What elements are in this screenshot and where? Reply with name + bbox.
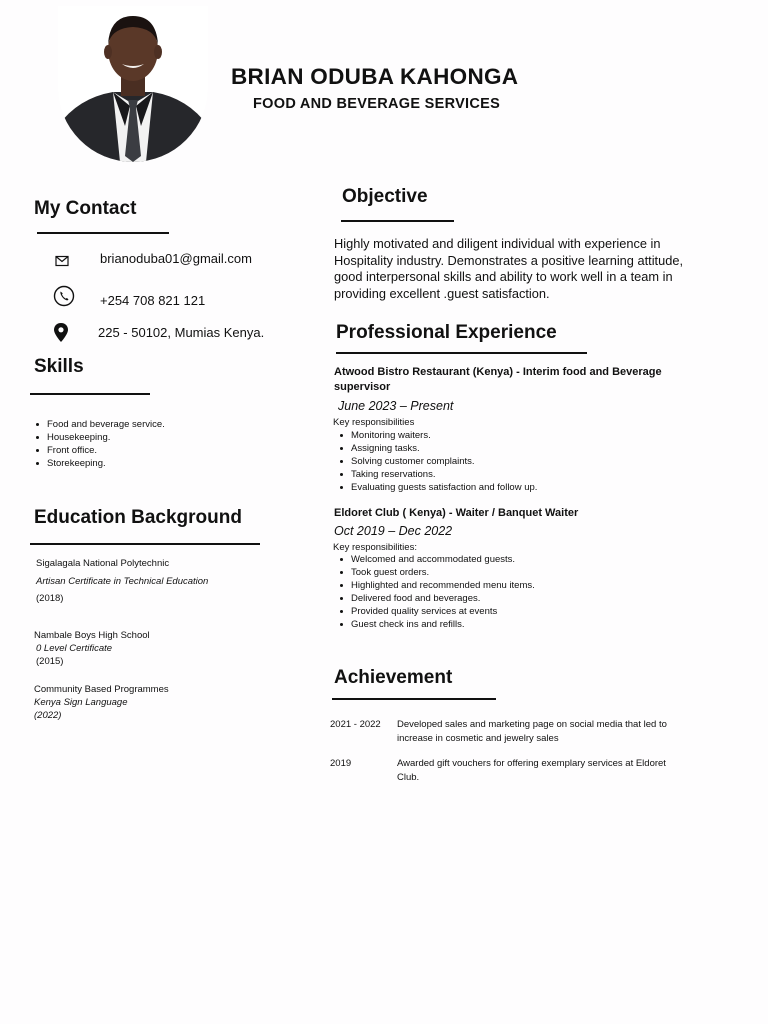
school-name: Community Based Programmes (34, 684, 169, 695)
school-name: Sigalagala National Polytechnic (36, 558, 170, 569)
award-year: (2022) (34, 710, 62, 721)
responsibilities-label: Key responsibilities (333, 417, 415, 428)
candidate-name: BRIAN ODUBA KAHONGA (231, 64, 519, 89)
education-entry (34, 683, 169, 722)
address: 225 - 50102, Mumias Kenya. (98, 325, 265, 340)
list-item: Provided quality services at events (338, 605, 535, 618)
list-item: Delivered food and beverages. (338, 592, 535, 605)
achievement-year: 2021 - 2022 (330, 719, 381, 730)
award-year: (2018) (36, 593, 64, 604)
award-name: Kenya Sign Language (34, 697, 128, 708)
list-item: Assigning tasks. (338, 442, 537, 455)
list-item: Food and beverage service. (34, 418, 165, 431)
list-item: Storekeeping. (34, 457, 165, 470)
skills-heading-rule (30, 393, 150, 395)
award-year: (2015) (36, 656, 64, 667)
contact-heading-rule (37, 232, 169, 234)
email-link[interactable]: brianoduba01@gmail.com (100, 251, 252, 266)
experience-heading: Professional Experience (336, 322, 557, 343)
list-item: Took guest orders. (338, 566, 535, 579)
achievement-text: Awarded gift vouchers for offering exemplary services at Eldoret Club. (397, 758, 666, 783)
education-heading: Education Background (34, 507, 242, 528)
list-item: Front office. (34, 444, 165, 457)
location-pin-icon (52, 322, 70, 344)
job-dates: Oct 2019 – Dec 2022 (334, 524, 453, 538)
award-name: 0 Level Certificate (36, 643, 113, 654)
objective-heading-rule (341, 220, 454, 222)
school-name: Nambale Boys High School (34, 630, 150, 641)
list-item: Solving customer complaints. (338, 455, 537, 468)
list-item: Guest check ins and refills. (338, 618, 535, 631)
skills-heading: Skills (34, 356, 84, 377)
achievement-heading-rule (332, 698, 496, 700)
list-item: Taking reservations. (338, 468, 537, 481)
list-item: Monitoring waiters. (338, 429, 537, 442)
objective-text: Highly motivated and diligent individual with experience in Hospitality industry. Demonstrates a positive learning attitude, good interpersonal skills and ability to work well in a team in providing excellent .guest satisfaction. (334, 236, 684, 301)
contact-heading: My Contact (34, 198, 137, 219)
envelope-icon (53, 252, 71, 270)
education-entry (36, 557, 208, 605)
list-item: Evaluating guests satisfaction and follow up. (338, 481, 537, 494)
job-dates: June 2023 – Present (338, 399, 454, 413)
list-item: Housekeeping. (34, 431, 165, 444)
job-title: Atwood Bistro Restaurant (Kenya) - Interim food and Beverage supervisor (334, 366, 662, 393)
responsibilities-list (338, 553, 535, 631)
list-item: Welcomed and accommodated guests. (338, 553, 535, 566)
phone-number: +254 708 821 121 (100, 293, 206, 308)
achievement-text: Developed sales and marketing page on social media that led to increase in cosmetic and jewelry sales (397, 719, 667, 744)
responsibilities-list (338, 429, 537, 494)
achievement-year: 2019 (330, 758, 352, 769)
list-item: Highlighted and recommended menu items. (338, 579, 535, 592)
phone-icon (53, 285, 75, 307)
award-name: Artisan Certificate in Technical Education (36, 576, 209, 587)
skills-list (34, 418, 165, 470)
experience-heading-rule (336, 352, 587, 354)
job-title: Eldoret Club ( Kenya) - Waiter / Banquet Waiter (334, 507, 579, 519)
education-entry (34, 629, 150, 668)
achievement-heading: Achievement (334, 667, 453, 688)
objective-heading: Objective (342, 186, 428, 207)
education-heading-rule (30, 543, 260, 545)
candidate-title: FOOD AND BEVERAGE SERVICES (253, 96, 501, 112)
profile-photo (58, 6, 208, 162)
responsibilities-label: Key responsibilities: (333, 542, 417, 553)
